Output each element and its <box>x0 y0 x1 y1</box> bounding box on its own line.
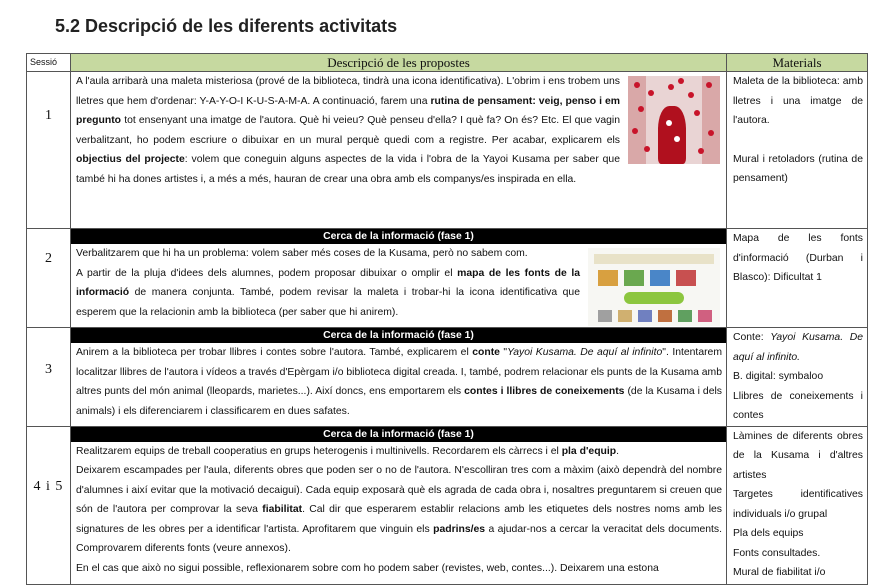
materials-item: Targetes identificatives individuals i/o grupal <box>733 489 863 520</box>
kusama-pumpkin-dots-image <box>628 76 720 164</box>
description-cell <box>71 328 727 427</box>
description-text: En el cas que això no sigui possible, reflexionarem sobre com ho podem saber (revistes, web, contes...). Deixarem una estona <box>76 562 659 574</box>
description-text: A partir de la pluja d'idees dels alumnes, podem proposar dibuixar o omplir el <box>76 267 458 279</box>
description-text: A l'aula arribarà una maleta misteriosa (prové de la biblioteca, tindrà una icona identificativa). L'obrim i ens trobem uns lletres que hem d'ordenar: Y-A-Y-O-I K-U-S-A-M-A. A continuació, farem una <box>76 76 620 107</box>
materials-item: B. digital: symbaloo <box>733 371 824 382</box>
description-cell <box>71 229 727 328</box>
materials-cell <box>727 229 868 328</box>
section-heading: 5.2 Descripció de les diferents activitats <box>55 16 398 36</box>
description-bold-text: rutina de pensament: veig, penso i em pregunto <box>76 95 620 126</box>
description-text: tot ensenyant una imatge de l'autora. Què hi veieu? Què penseu d'ella? I què fa? On és? Etc. El que vagin verbalitzant, ho podem escriure o dibuixar en un mural perquè quedi com a registre. Per acabar, explicarem els <box>76 115 620 146</box>
description-text: ". Intentarem localitzar llibres de l'autora i vídeos a través d'Epèrgam i/o biblioteca digital creada. I, també, podrem relacionar els punts de la Kusama amb altres punts del món animal (lleopards, marietes...). Així doncs, ens emportarem els <box>76 347 722 397</box>
materials-item: Conte: <box>733 332 771 343</box>
description-cell <box>71 72 727 229</box>
materials-item: Mural i retoladors (rutina de pensament) <box>733 153 863 184</box>
description-italic-text: Yayoi Kusama. De aquí al infinito <box>507 347 663 358</box>
session-number: 3 <box>27 328 71 427</box>
description-bold-text: pla d'equip <box>561 445 617 457</box>
materials-item: Fonts consultades. <box>733 547 821 559</box>
header-materials: Materials <box>727 54 868 72</box>
information-sources-map-image <box>588 248 720 326</box>
description-text: . Cal dir que esperarem establir relacions amb les etiquetes dels nostres noms amb les signatures de les obres per a identificar l'artista. Aprofitarem que vinguin els <box>76 504 722 535</box>
materials-cell <box>727 72 868 229</box>
description-text: Realitzarem equips de treball cooperatius en grups heterogenis i multinivells. Recordarem els càrrecs i el <box>76 445 562 457</box>
table-row <box>27 328 868 427</box>
description-bold-text: fiabilitat <box>262 504 303 515</box>
description-text: de manera conjunta. També, podem revisar la maleta i trobar-hi la icona identificativa que esperem que la relacionin amb la biblioteca (per saber que hi anirem). <box>76 287 580 318</box>
materials-item: Mural de fiabilitat i/o <box>733 567 826 578</box>
materials-item-title: Yayoi Kusama. De aquí al infinito. <box>733 332 863 363</box>
description-text: " <box>499 347 508 358</box>
table-row <box>27 72 868 229</box>
phase-bar: Cerca de la informació (fase 1) <box>71 328 726 343</box>
table-row <box>27 426 868 584</box>
description-bold-text: objectius del projecte <box>76 154 185 165</box>
description-bold-text: padrins/es <box>433 523 486 535</box>
header-description: Descripció de les propostes <box>71 54 727 72</box>
header-session: Sessió <box>27 54 71 72</box>
table-header-row <box>27 54 868 72</box>
description-text: Anirem a la biblioteca per trobar llibres i contes sobre l'autora. També, explicarem el <box>76 347 473 358</box>
description-text: : volem que coneguin alguns aspectes de la vida i l'obra de la Yayoi Kusama per saber que també hi ha dones artistes i, a més a més, hauran de crear una obra amb els companys/es inspirada en ella. <box>76 154 620 185</box>
table-row <box>27 229 868 328</box>
materials-cell <box>727 328 868 427</box>
description-text: Verbalitzarem que hi ha un problema: volem saber més coses de la Kusama, però no sabem com. <box>76 248 528 259</box>
description-bold-text: conte <box>472 347 500 358</box>
materials-item: Pla dels equips <box>733 528 804 539</box>
description-bold-text: contes i llibres de coneixements <box>464 386 625 397</box>
description-bold-text: mapa de les fonts de la informació <box>76 267 580 298</box>
phase-bar: Cerca de la informació (fase 1) <box>71 427 726 442</box>
materials-item: Llibres de coneixements i contes <box>733 390 863 421</box>
session-number: 4 i 5 <box>27 426 71 584</box>
materials-item: Maleta de la biblioteca: amb lletres i una imatge de l'autora. <box>733 76 863 126</box>
phase-bar: Cerca de la informació (fase 1) <box>71 229 726 244</box>
description-text: (de la Kusama i dels animals) i els diferenciarem i classificarem en dues safates. <box>76 386 722 417</box>
materials-item: Làmines de diferents obres de la Kusama i d'altres artistes <box>733 430 863 481</box>
session-number: 2 <box>27 229 71 328</box>
session-number: 1 <box>27 72 71 229</box>
description-text: . <box>616 445 620 457</box>
activities-table <box>26 53 868 585</box>
description-text: a ajudar-nos a cercar la veracitat dels documents. Comprovarem diferents fonts (veure annexos). <box>76 523 722 554</box>
materials-item: Mapa de les fonts d'informació (Durban i Blasco): Dificultat 1 <box>733 233 863 283</box>
materials-cell <box>727 426 868 584</box>
description-cell <box>71 426 727 584</box>
description-text: Deixarem escampades per l'aula, diferents obres que poden ser o no de l'autora. N'escolliran tres com a màxim (això dependrà del nombre d'alumnes i així evitar que la motivació decaigui). Cada equip exposarà què els agrada de cada obra i, nosaltres preguntarem si creuen que són de l'autora per comprovar la seva <box>76 465 722 515</box>
